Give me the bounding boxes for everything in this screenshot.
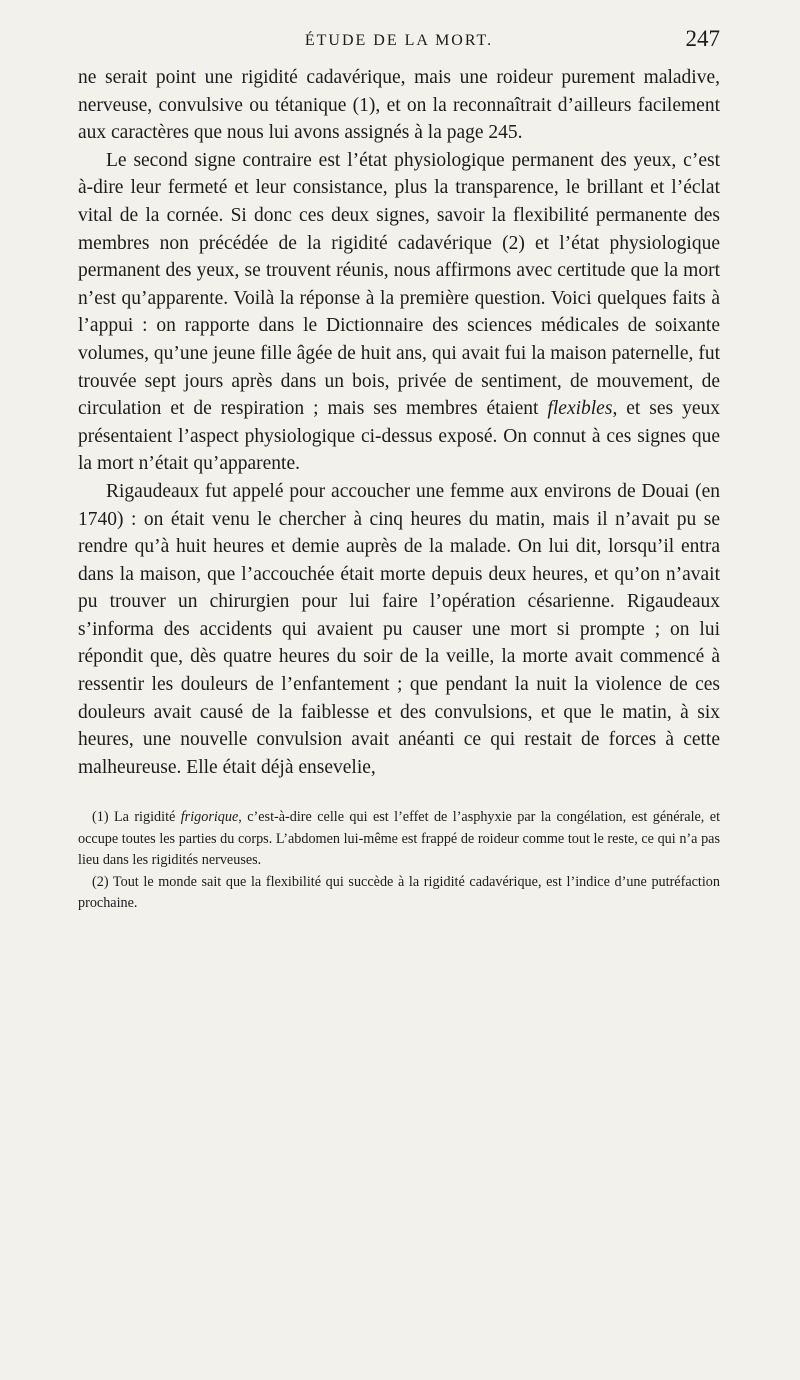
paragraph-3: Rigaudeaux fut appelé pour accoucher une femme aux environs de Douai (en 1740) : on était venu le chercher à cinq heures du matin, mais il n’avait pu se rendre qu’à huit heures et demie auprès de la malade. On lui dit, lorsqu’il entra dans la maison, que l’accouchée était morte depuis deux heures, et qu’on n’avait pu trouver un chirurgien pour lui faire l’opération césarienne. Rigaudeaux s’informa des accidents qui avaient pu causer une mort si prompte ; on lui répondit que, dès quatre heures du soir de la veille, la morte avait commencé à ressentir les douleurs de l’enfantement ; que pendant la nuit la violence de ces douleurs avait causé de la faiblesse et des convulsions, et que le matin, à six heures, une nouvelle convulsion avait anéanti ce qui restait de forces à cette malheureuse. Elle était déjà ensevelie, [78, 480, 720, 778]
book-page [78, 20, 720, 915]
footnote-1-text: , c’est-à-dire celle qui est l’effet de l’asphyxie par la congélation, est générale, et occupe toutes les parties du corps. L’abdomen lui-même est frappé de roideur comme tout le reste, ce qui n’a pas lieu dans les rigidités nerveuses. [78, 809, 721, 869]
page-number: 247 [685, 26, 720, 51]
footnote-1 [78, 807, 720, 872]
main-text [78, 64, 720, 781]
running-title: ÉTUDE DE LA MORT. [304, 32, 494, 49]
footnote-2: (2) Tout le monde sait que la flexibilité qui succède à la rigidité cadavérique, est l’indice d’une putréfaction prochaine. [78, 873, 720, 912]
footnote-1-lead: (1) La rigidité [92, 809, 176, 826]
italic-word-frigorique: frigorique [180, 809, 239, 826]
paragraph-1: ne serait point une rigidité cadavérique, mais une roideur purement maladive, nerveuse, convulsive ou tétanique (1), et on la reconnaîtrait d’ailleurs facilement aux caractères que nous lui avons assignés à la page 245. [78, 67, 720, 144]
footnotes [78, 807, 720, 915]
paragraph-2-text: Le second signe contraire est l’état physiologique permanent des yeux, c’est à-dire leur fermeté et leur consistance, plus la transparence, le brillant et l’éclat vital de la cornée. Si donc ces deux signes, savoir la flexibilité permanente des membres non précédée de la rigidité cadavérique (2) et l’état physiologique permanent des yeux, se trouvent réunis, nous affirmons avec certitude que la mort n’est qu’apparente. Voilà la réponse à la première question. Voici quelques faits à l’appui : on rapporte dans le Dictionnaire des sciences médicales de soixante volumes, qu’une jeune fille âgée de huit ans, qui avait fui la maison paternelle, fut trouvée sept jours après dans un bois, privée de sentiment, de mouvement, de circulation et de respiration ; mais ses membres étaient [78, 149, 720, 420]
paragraph-2-continuation: , et ses yeux présentaient l’aspect physiologique ci-dessus exposé. On connut à ces signes que la mort n’était qu’apparente. [78, 398, 721, 475]
page-header [78, 20, 720, 64]
italic-word-flexibles: flexibles [547, 398, 613, 420]
paragraph-2 [78, 147, 720, 478]
